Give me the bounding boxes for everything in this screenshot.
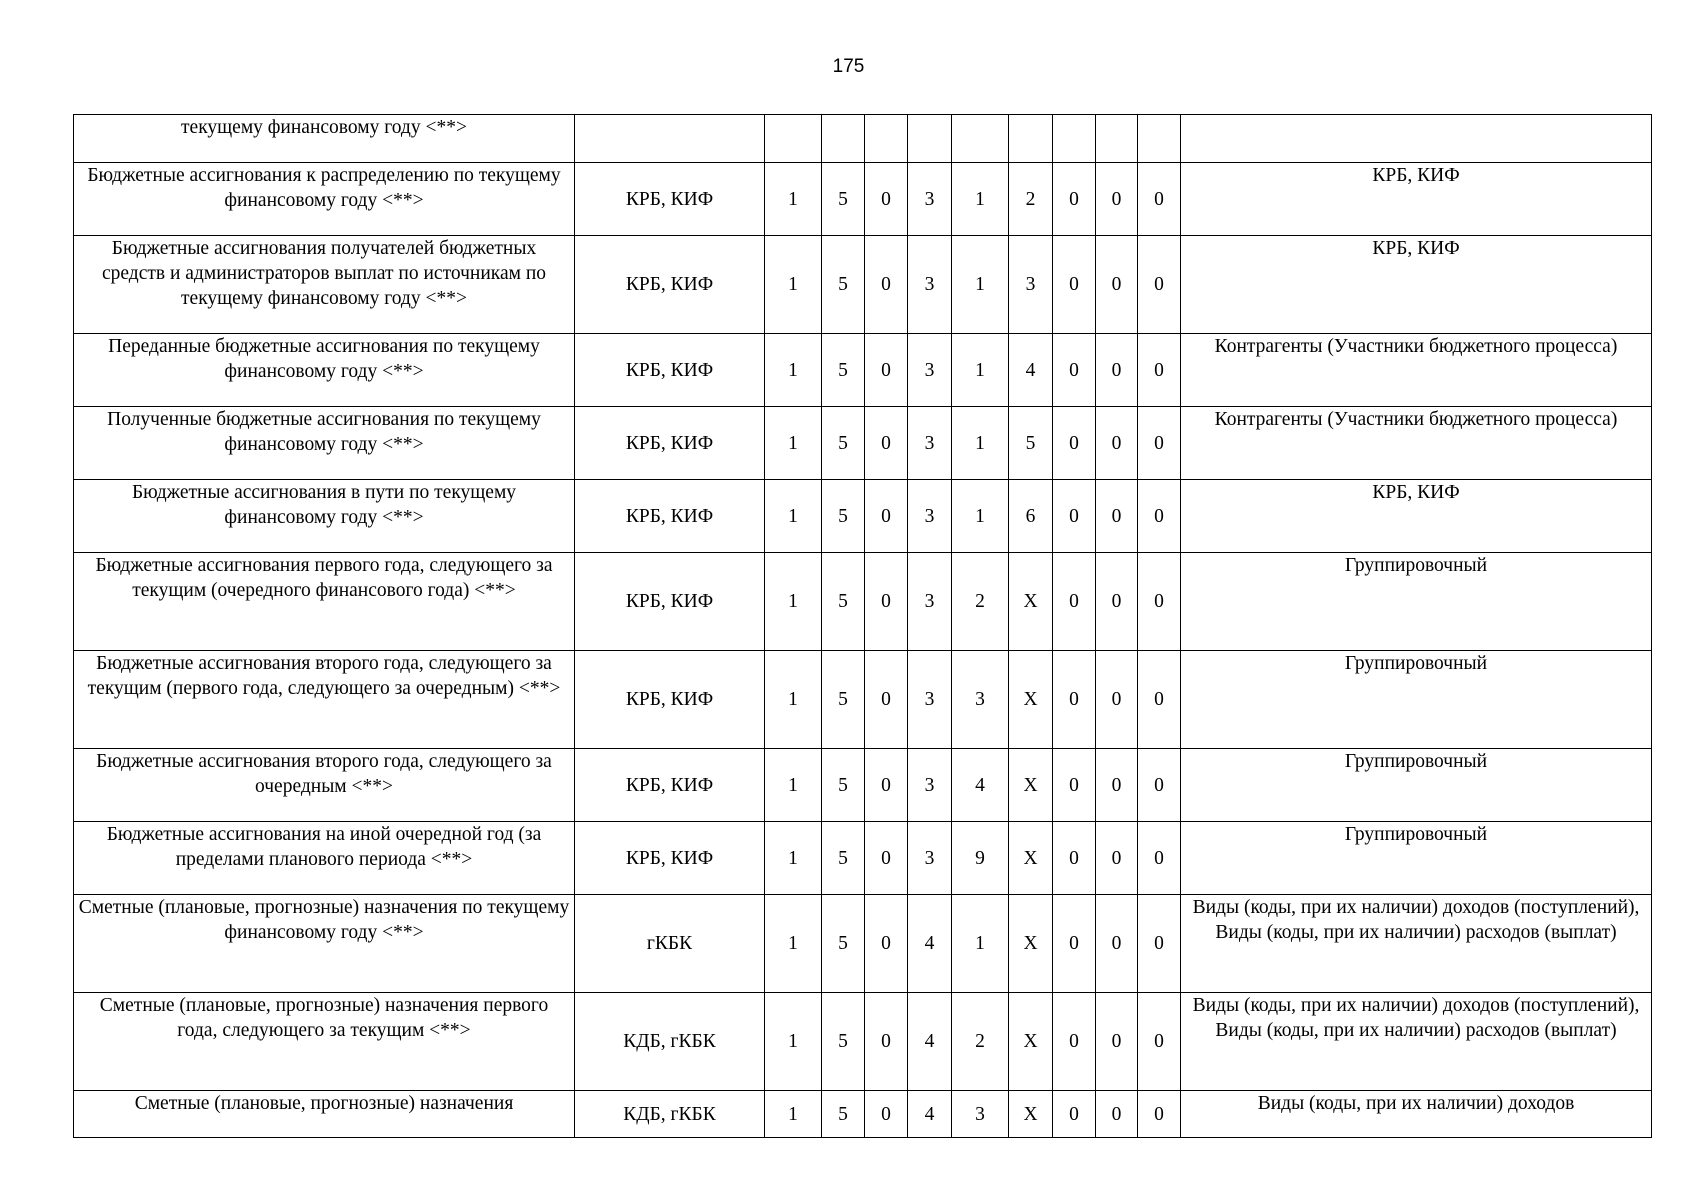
account-digit-cell	[1053, 115, 1096, 163]
account-digit-cell: 9	[952, 822, 1009, 895]
analytics-cell: КРБ, КИФ	[1181, 480, 1652, 553]
account-digit-cell: 0	[865, 163, 908, 236]
account-digit-cell: 5	[822, 480, 865, 553]
basis-cell	[575, 115, 765, 163]
account-digit-cell: 1	[952, 407, 1009, 480]
account-digit-cell: 0	[1138, 407, 1181, 480]
analytics-cell: Группировочный	[1181, 553, 1652, 651]
account-digit-cell: 1	[765, 993, 822, 1091]
account-digit-cell: 5	[822, 993, 865, 1091]
account-digit-cell: 5	[822, 553, 865, 651]
table-row	[74, 236, 1652, 334]
account-digit-cell: 0	[1053, 1091, 1096, 1138]
analytics-cell: КРБ, КИФ	[1181, 236, 1652, 334]
account-digit-cell: 0	[1138, 651, 1181, 749]
basis-cell: КРБ, КИФ	[575, 480, 765, 553]
basis-cell: КРБ, КИФ	[575, 651, 765, 749]
basis-cell: КДБ, гКБК	[575, 1091, 765, 1138]
account-digit-cell: 0	[1138, 553, 1181, 651]
table-row	[74, 749, 1652, 822]
account-digit-cell: 1	[952, 334, 1009, 407]
account-digit-cell: 4	[908, 1091, 952, 1138]
account-digit-cell: 1	[765, 895, 822, 993]
account-digit-cell: 0	[1053, 895, 1096, 993]
analytics-cell: Группировочный	[1181, 822, 1652, 895]
account-digit-cell: 0	[1096, 822, 1138, 895]
table-row	[74, 651, 1652, 749]
account-digit-cell: 1	[952, 480, 1009, 553]
account-digit-cell: 3	[952, 651, 1009, 749]
account-digit-cell	[1096, 115, 1138, 163]
account-digit-cell: 1	[765, 236, 822, 334]
account-digit-cell: 1	[765, 749, 822, 822]
account-digit-cell: 4	[952, 749, 1009, 822]
table-row	[74, 553, 1652, 651]
account-digit-cell: 0	[1096, 480, 1138, 553]
basis-cell: КРБ, КИФ	[575, 163, 765, 236]
account-name-cell: Бюджетные ассигнования к распределению по текущему финансовому году <**>	[74, 163, 575, 236]
account-digit-cell: 0	[1053, 553, 1096, 651]
basis-cell: КРБ, КИФ	[575, 822, 765, 895]
account-name-cell: Сметные (плановые, прогнозные) назначения по текущему финансовому году <**>	[74, 895, 575, 993]
table-row	[74, 895, 1652, 993]
account-name-cell: Бюджетные ассигнования получателей бюджетных средств и администраторов выплат по источникам по текущему финансовому году <**>	[74, 236, 575, 334]
account-digit-cell: 3	[952, 1091, 1009, 1138]
account-name-cell: Бюджетные ассигнования на иной очередной год (за пределами планового периода <**>	[74, 822, 575, 895]
account-digit-cell: 3	[908, 236, 952, 334]
account-digit-cell: 1	[765, 407, 822, 480]
account-digit-cell: 0	[1138, 822, 1181, 895]
page-number: 175	[832, 56, 865, 77]
account-digit-cell: 0	[1138, 1091, 1181, 1138]
account-digit-cell: 1	[765, 334, 822, 407]
account-digit-cell: 2	[952, 993, 1009, 1091]
account-digit-cell	[765, 115, 822, 163]
account-name-cell: Бюджетные ассигнования второго года, следующего за очередным <**>	[74, 749, 575, 822]
analytics-cell: КРБ, КИФ	[1181, 163, 1652, 236]
account-digit-cell	[1138, 115, 1181, 163]
account-name-cell: Бюджетные ассигнования в пути по текущему финансовому году <**>	[74, 480, 575, 553]
account-digit-cell: 0	[1138, 993, 1181, 1091]
account-digit-cell: 1	[952, 895, 1009, 993]
basis-cell: КРБ, КИФ	[575, 407, 765, 480]
account-digit-cell: 5	[822, 895, 865, 993]
account-digit-cell: 1	[765, 480, 822, 553]
account-digit-cell: 0	[1053, 651, 1096, 749]
account-digit-cell: 0	[1096, 651, 1138, 749]
account-digit-cell: 3	[908, 480, 952, 553]
account-digit-cell: 1	[765, 163, 822, 236]
account-digit-cell: 1	[952, 236, 1009, 334]
analytics-cell: Контрагенты (Участники бюджетного процесса)	[1181, 407, 1652, 480]
account-digit-cell: 0	[1096, 749, 1138, 822]
account-digit-cell: 5	[822, 334, 865, 407]
account-digit-cell: 0	[1053, 480, 1096, 553]
account-digit-cell: X	[1009, 822, 1053, 895]
account-digit-cell: 2	[952, 553, 1009, 651]
account-name-cell: Сметные (плановые, прогнозные) назначения первого года, следующего за текущим <**>	[74, 993, 575, 1091]
account-digit-cell: 0	[1096, 163, 1138, 236]
account-digit-cell: 2	[1009, 163, 1053, 236]
account-digit-cell	[822, 115, 865, 163]
account-digit-cell: 5	[1009, 407, 1053, 480]
account-digit-cell: 0	[1053, 236, 1096, 334]
account-name-cell: Полученные бюджетные ассигнования по текущему финансовому году <**>	[74, 407, 575, 480]
account-digit-cell: 0	[1053, 749, 1096, 822]
account-digit-cell: 0	[865, 651, 908, 749]
table-row	[74, 822, 1652, 895]
account-digit-cell: 0	[1138, 749, 1181, 822]
account-digit-cell: 3	[908, 553, 952, 651]
account-digit-cell: 0	[865, 236, 908, 334]
analytics-cell: Контрагенты (Участники бюджетного процесса)	[1181, 334, 1652, 407]
account-digit-cell: 0	[1053, 334, 1096, 407]
account-digit-cell: 3	[908, 651, 952, 749]
account-digit-cell: X	[1009, 749, 1053, 822]
account-digit-cell: 4	[908, 895, 952, 993]
account-digit-cell: 0	[1138, 334, 1181, 407]
table-row	[74, 334, 1652, 407]
account-digit-cell: X	[1009, 553, 1053, 651]
account-digit-cell: 0	[1096, 553, 1138, 651]
account-digit-cell: X	[1009, 1091, 1053, 1138]
account-digit-cell: 3	[1009, 236, 1053, 334]
chart-of-accounts-table	[73, 114, 1652, 1138]
account-digit-cell	[1009, 115, 1053, 163]
analytics-cell: Группировочный	[1181, 749, 1652, 822]
account-digit-cell: 0	[1138, 480, 1181, 553]
basis-cell: КРБ, КИФ	[575, 749, 765, 822]
account-digit-cell: 0	[1053, 822, 1096, 895]
table-row	[74, 115, 1652, 163]
account-digit-cell: 5	[822, 822, 865, 895]
account-digit-cell: X	[1009, 651, 1053, 749]
account-digit-cell: 3	[908, 163, 952, 236]
account-digit-cell: 0	[1096, 334, 1138, 407]
account-digit-cell: 0	[1053, 993, 1096, 1091]
account-digit-cell: 0	[865, 993, 908, 1091]
account-name-cell: Переданные бюджетные ассигнования по текущему финансовому году <**>	[74, 334, 575, 407]
account-digit-cell: 0	[1138, 895, 1181, 993]
basis-cell: КДБ, гКБК	[575, 993, 765, 1091]
account-digit-cell: 0	[865, 1091, 908, 1138]
account-digit-cell	[865, 115, 908, 163]
account-digit-cell: 0	[865, 334, 908, 407]
analytics-cell: Виды (коды, при их наличии) доходов	[1181, 1091, 1652, 1138]
account-digit-cell: 0	[1096, 993, 1138, 1091]
account-digit-cell: X	[1009, 895, 1053, 993]
account-digit-cell: 0	[865, 822, 908, 895]
account-digit-cell: 4	[908, 993, 952, 1091]
account-digit-cell	[908, 115, 952, 163]
analytics-cell: Виды (коды, при их наличии) доходов (поступлений), Виды (коды, при их наличии) расходов (выплат)	[1181, 895, 1652, 993]
table-row	[74, 1091, 1652, 1138]
table-row	[74, 163, 1652, 236]
account-digit-cell: 5	[822, 407, 865, 480]
account-digit-cell: 3	[908, 334, 952, 407]
account-digit-cell: 5	[822, 749, 865, 822]
account-digit-cell: 0	[1096, 895, 1138, 993]
account-digit-cell: 0	[865, 895, 908, 993]
account-digit-cell: 5	[822, 1091, 865, 1138]
account-digit-cell: 5	[822, 163, 865, 236]
account-name-cell: текущему финансовому году <**>	[74, 115, 575, 163]
basis-cell: КРБ, КИФ	[575, 553, 765, 651]
account-digit-cell: 0	[1096, 236, 1138, 334]
analytics-cell: Группировочный	[1181, 651, 1652, 749]
account-digit-cell: 4	[1009, 334, 1053, 407]
account-digit-cell: 0	[865, 553, 908, 651]
account-digit-cell: 6	[1009, 480, 1053, 553]
table-row	[74, 993, 1652, 1091]
account-digit-cell: 1	[765, 822, 822, 895]
account-digit-cell: 1	[765, 1091, 822, 1138]
account-digit-cell: 0	[865, 407, 908, 480]
account-digit-cell: 0	[1096, 1091, 1138, 1138]
account-digit-cell	[952, 115, 1009, 163]
account-digit-cell: 0	[865, 749, 908, 822]
basis-cell: гКБК	[575, 895, 765, 993]
account-digit-cell: 3	[908, 749, 952, 822]
account-digit-cell: X	[1009, 993, 1053, 1091]
account-name-cell: Сметные (плановые, прогнозные) назначения	[74, 1091, 575, 1138]
table-row	[74, 407, 1652, 480]
account-digit-cell: 0	[1053, 163, 1096, 236]
account-digit-cell: 5	[822, 236, 865, 334]
account-digit-cell: 0	[1138, 163, 1181, 236]
account-digit-cell: 3	[908, 407, 952, 480]
account-digit-cell: 1	[765, 651, 822, 749]
account-digit-cell: 0	[1096, 407, 1138, 480]
basis-cell: КРБ, КИФ	[575, 236, 765, 334]
account-digit-cell: 0	[1053, 407, 1096, 480]
basis-cell: КРБ, КИФ	[575, 334, 765, 407]
analytics-cell	[1181, 115, 1652, 163]
account-digit-cell: 1	[765, 553, 822, 651]
account-digit-cell: 0	[1138, 236, 1181, 334]
account-digit-cell: 3	[908, 822, 952, 895]
account-digit-cell: 1	[952, 163, 1009, 236]
analytics-cell: Виды (коды, при их наличии) доходов (поступлений), Виды (коды, при их наличии) расходов (выплат)	[1181, 993, 1652, 1091]
account-name-cell: Бюджетные ассигнования второго года, следующего за текущим (первого года, следующего за очередным) <**>	[74, 651, 575, 749]
account-digit-cell: 5	[822, 651, 865, 749]
account-name-cell: Бюджетные ассигнования первого года, следующего за текущим (очередного финансового года) <**>	[74, 553, 575, 651]
account-digit-cell: 0	[865, 480, 908, 553]
table-row	[74, 480, 1652, 553]
